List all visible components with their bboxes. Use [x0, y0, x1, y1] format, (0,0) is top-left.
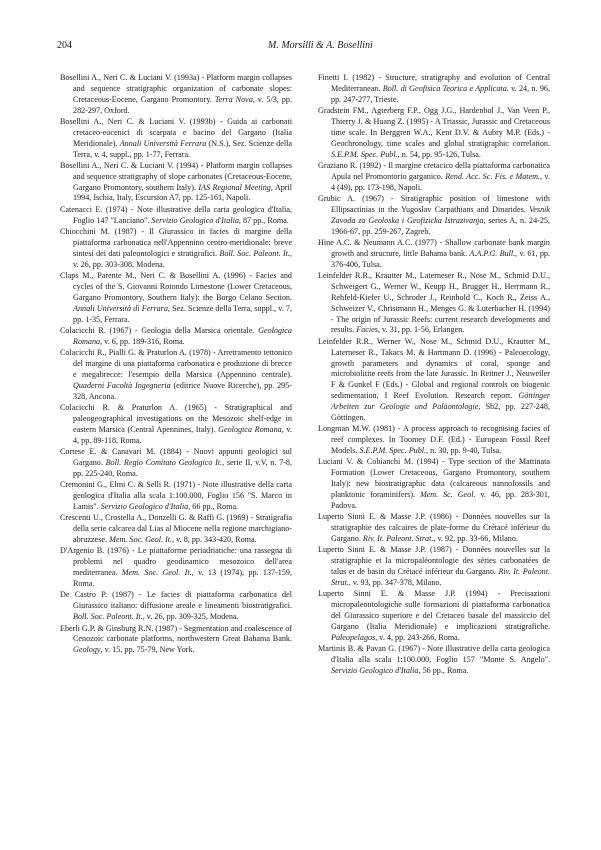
reference-text: Hine A.C. & Neumann A.C. (1977) - Shallow carbonate bank margin growth and structure, little Bahama bank. [318, 238, 550, 258]
reference-publication-details: , v. 92, pp. 33-66, Milano. [433, 533, 518, 543]
reference-publication-details: , v. 4, pp. 243-266, Roma. [375, 632, 460, 642]
reference-text: Luperto Sinni E. & Masse J.P. (1994) - Precisazioni micropaleontologiche sulle formazioni di piattaforma carbonatica del Giurassico superiore e del Cretaceo basale del massiccio del Gargano (Italia Meridionale) e implicazioni stratigrafiche. [318, 589, 550, 631]
reference-entry [318, 457, 550, 511]
reference-source-title: Servizio Geologico d'Italia [100, 501, 189, 511]
reference-entry [318, 545, 550, 588]
reference-publication-details: , v. 4 (49), pp. 173-198, Napoli. [331, 171, 550, 192]
reference-entry [318, 106, 550, 160]
reference-source-title: Boll. Soc. Paleont. It. [219, 248, 290, 258]
reference-text: Claps M., Parente M., Neri C. & Bosellini A. (1996) - Facies and cycles of the S. Giovanni Rotondo Limestone (Lower Cretaceous, Gargano Promontory, Southern Italy): the Borgo Celano Section. [60, 271, 292, 302]
reference-source-title: Riv. It. Paleont. Strat. [362, 533, 434, 543]
reference-publication-details: , 56 pp., Roma. [418, 665, 469, 675]
reference-entry [318, 512, 550, 545]
reference-text: Cortese E. & Canavari M. (1884) - Nuovi appunti geologici sul Gargano. [60, 447, 292, 467]
reference-publication-details: , n. 30, pp. 9-40, Tulsa. [426, 445, 502, 455]
reference-publication-details: , v. 93, pp. 347-378, Milano. [348, 577, 442, 587]
reference-publication-details: , v. 26, pp. 303-308, Modena. [73, 248, 292, 269]
reference-publication-details: , April 1994, Ischia, Italy, Escursion A7, pp. 125-161, Napoli. [73, 182, 293, 203]
reference-publication-details: , v. 15, pp. 75-79, New York. [100, 645, 195, 655]
reference-source-title: Rend. Acc. Sc. Fis. e Matem. [445, 171, 541, 181]
reference-text: Colacicchi R. & Praturlon A. (1965) - Stratigraphical and paleogeographical investigations on the Mesozoic shelf-edge in eastern Marsica (Central Apennines, Italy). [60, 403, 292, 434]
reference-entry [60, 624, 292, 657]
reference-source-title: A.A.P.G. Bull. [469, 248, 516, 258]
reference-text: Cremonini G., Elmi C. & Selli R. (1971) - Note illustrative della carta geologica d'Italia alla scala 1:100.000, Foglio 156 "S. Marco in Lamis". [60, 480, 292, 511]
reference-publication-details: v. 46, pp. 283-301, Padova. [331, 489, 550, 510]
reference-publication-details: , v. 61, pp. 376-406, Tulsa. [331, 248, 550, 269]
reference-text: Longman M.W. (1981) - A process approach to recognising facies of reef complexes. In Toomey D.F. (Ed.) - European Fossil Reef Models. [318, 424, 550, 455]
reference-entry [60, 326, 292, 348]
reference-entry [318, 271, 550, 336]
references-left-column [60, 73, 292, 657]
reference-source-title: S.E.P.M. Spec. Publ. [331, 149, 398, 159]
reference-text: Colacicchi R., Pialli G. & Praturlon A. (1978) - Arretramento tettonico del margine di una piattaforma carbonatica e produzione di brecce e megabrecce: l'esempio della Marsica (Appennino centrale). [60, 348, 292, 379]
reference-entry [318, 644, 550, 677]
reference-source-title: Annali Università di Ferrara [73, 303, 168, 313]
reference-publication-details: , Sez. Scienze della Terra, suppl., v. 7, pp. 1-35, Ferrara. [73, 303, 292, 324]
reference-source-title: Facies [356, 325, 378, 335]
reference-entry [318, 194, 550, 237]
reference-publication-details: , v. 8, pp. 343-420, Roma. [172, 534, 257, 544]
reference-source-title: Mem. Soc. Geol. It. [109, 534, 173, 544]
reference-publication-details: , v. 5/3, pp. 282-297, Oxford. [73, 94, 293, 115]
reference-entry [60, 480, 292, 513]
reference-entry [318, 161, 550, 194]
reference-text: Eberli G.P. & Ginsburg R.N. (1987) - Segmentation and coalescence of Cenozoic carbonate platforms, northwestern Great Bahama Bank. [60, 623, 292, 644]
reference-text: Grubic A. (1967) - Stratigraphic position of limestone with Ellipsactinias in the Yugoslav Carpathians and Dinarides. [318, 194, 550, 214]
reference-text: Leinfelder R.R., Werner W., Nose M., Schmid D.U., Krautter M., Laterneser R., Takacs M. & Hartmann D. (1996) - Paleoecology, growth parameters and dynamics of coral, sponge and microbiolitite reefs from the late Jurassic. In Reitner J., Neuweiler F & Gunkel F (Eds.) - Global and regional controls on biogenic sedimentation, I Reef Evolution. Research report. [318, 336, 550, 401]
reference-text: Chiocchini M. (1987) - Il Giurassico in facies di margine della piattaforma carbonatica nell'Appennino centro-meridionale: breve sintesi dei dati paleontologici e stratigrafici. [60, 227, 292, 258]
reference-source-title: Geology [73, 645, 101, 655]
reference-entry [60, 73, 292, 116]
reference-publication-details: , v. 13 (1974), pp. 137-159, Roma. [73, 568, 293, 588]
reference-text: Colacicchi R. (1967) - Geologia della Marsica orientale. [60, 325, 259, 335]
reference-text: Leinfelder R.R., Krautter M., Laterneser R., Nose M., Schmid D.U., Schweigert G., Werner W., Keupp H., Brugger H., Herrmann R., Rehfeld-Kiefer U., Schroder J., Reinhold C., Koch R., Zeiss A., Schweizer V., Christmann H., Menges G. & Luterbacher H. (1994) - The origin of Jurassic Reefs: current research developments and results. [318, 271, 550, 335]
reference-text: Gradstein FM., Agterberg F.P., Ogg J.G., Hardenbol J., Van Veen P., Thierry J. & Huang Z. (1995) - A Triassic, Jurassic and Cretaceous time scale. In Berggren W.A., Kent D.V. & Aubry M.P. (Eds.) - Geochronology, time scales and global stratigraphic correlation. [318, 106, 550, 148]
reference-source-title: Mem. Soc. Geol. It. [121, 568, 192, 578]
reference-entry [60, 117, 292, 160]
reference-source-title: IAS Regional Meeting [198, 182, 271, 192]
reference-entry [318, 73, 550, 106]
reference-publication-details: (editrice Nuove Ricerche), pp. 295-328, Ancona. [73, 380, 292, 401]
reference-text: Bosellini A., Neri C. & Luciani V. (1993b) - Guida ai carbonati cretaceo-eocenici di scarpata e bacino del Gargano (Italia Meridionale). [60, 116, 292, 148]
reference-publication-details: , n. 54, pp. 95-126, Tulsa. [397, 149, 481, 159]
reference-source-title: Riv. It. Paleont. Strat. [331, 566, 550, 587]
reference-text: D'Argenio B. (1976) - Le piattaforme periadriatiche: una rassegna di problemi nel quadro geodinamico mesozoico dell'area mediterranea. [60, 546, 292, 578]
reference-publication-details: , serie II, v.V, n. 7-8, pp. 225-240, Roma. [73, 457, 292, 478]
reference-source-title: Servizio Geologico d'Italia [151, 215, 239, 225]
reference-text: Luciani V. & Cobianchi M. (1994) - Type section of the Mattinata Formation (Lower Cretaceous, Gargano Promontory, southern Italy): new biostratigraphic data (calcareous nannofossils and planktonic foraminifers). [318, 457, 550, 499]
page-number: 204 [57, 40, 72, 51]
reference-entry [60, 348, 292, 402]
reference-text: Bosellini A., Neri C. & Luciani V. (1994) - Platform margin collapses and sequence stratigraphy of slope carbonates (Cretaceous-Eocene, Gargano Promontory, southern Italy). [60, 160, 292, 192]
running-header: M. Morsilli & A. Bosellini [268, 40, 373, 51]
reference-source-title: Geologica Romana [218, 424, 282, 434]
reference-publication-details: , v. 6, pp. 189-316, Roma. [100, 336, 185, 346]
reference-text: De Castro P. (1987) - Le facies di piattaforma carbonatica del Giurassico italiano: diffusione areale e lineamenti biostratigrafici. [60, 590, 292, 611]
reference-publication-details: , 66 pp., Roma. [188, 501, 239, 511]
reference-entry [60, 271, 292, 325]
reference-source-title: Boll. di Geofisica Teorica e Applicata [382, 83, 507, 93]
reference-source-title: Boll. Regio Comitato Geologico It. [105, 457, 223, 467]
reference-publication-details: , v. 26, pp. 309-325, Modena. [142, 612, 239, 622]
reference-text: Martinis B. & Pavan G. (1967) - Note illustrative della carta geologica d'Italia alla scala 1:100.000, Foglio 157 "Monte S. Angelo". [318, 644, 550, 664]
reference-entry [318, 238, 550, 271]
reference-text: Luperto Sinni E. & Masse J.P. (1987) - Données nouvelles sur la stratigraphie et la micropaléontologie des séries carbonatées de talus et de basin du Crétacé inférieur du Gargano. [318, 545, 550, 576]
reference-entry [60, 161, 292, 204]
reference-source-title: Mem. Sc. Geol. [419, 489, 476, 499]
reference-source-title: Annali Università Ferrara [119, 138, 207, 148]
reference-text: Graziano R. (1992) - Il margine cretacico della piattaforma carbonatica Apula nel Promontorio garganico. [318, 160, 550, 181]
reference-publication-details: , series A, n. 24-25, 1966-67, pp. 259-267, Zagreb. [331, 215, 551, 236]
reference-entry [60, 546, 292, 589]
reference-publication-details: , v. 4, pp. 89-118, Roma. [73, 424, 292, 445]
reference-entry [60, 513, 292, 546]
reference-source-title: Servizio Geologico d'Italia [331, 665, 419, 675]
reference-source-title: S.E.P.M. Spec. Publ. [359, 445, 427, 455]
reference-source-title: Göttinger Arbeiten zur Geologie und Paläontologie [331, 391, 550, 411]
reference-text: Finetti I. (1982) - Structure, stratigraphy and evolution of Central Mediterranean. [318, 73, 550, 93]
reference-publication-details: , 87 pp., Roma. [238, 215, 289, 225]
reference-source-title: Vesnik Zavoda za Geoloska i Geofizicka Istrazivanja [331, 204, 550, 225]
reference-entry [60, 447, 292, 480]
reference-publication-details: (N.S.), Sez. Scienze della Terra, v. 4, suppl., pp. 1-77, Ferrara. [73, 138, 292, 159]
reference-source-title: Paleopelagos [331, 632, 376, 642]
reference-source-title: Geologica Romana [73, 325, 292, 346]
reference-publication-details: . v. 24, n. 96, pp. 247-277, Trieste. [331, 83, 550, 104]
reference-entry [60, 590, 292, 623]
reference-entry [318, 589, 550, 643]
reference-text: Bosellini A., Neri C. & Luciani V. (1993a) - Platform margin collapses and sequence stratigraphic organization of carbonate slopes: Cretaceous-Eocene, Gargano Promontory. [60, 73, 292, 104]
reference-entry [60, 403, 292, 446]
reference-publication-details: , v. 31, pp. 1-56, Erlangen. [377, 325, 465, 335]
reference-source-title: Quaderni Facoltà Ingegneria [73, 380, 171, 390]
reference-text: Crescenti U., Crostella A., Donzelli G. & Raffi G. (1969) - Stratigrafia della serie calcarea dal Lias al Miocene nella regione marchigiano-abruzzese. [60, 513, 292, 544]
reference-entry [60, 227, 292, 270]
reference-source-title: Terra Nova [214, 94, 253, 104]
reference-source-title: Boll. Soc. Paleont. It. [73, 612, 143, 622]
reference-publication-details: , Sb2, pp. 227-248, Göttingen. [331, 401, 550, 422]
reference-entry [60, 205, 292, 227]
reference-entry [318, 424, 550, 457]
reference-entry [318, 337, 550, 424]
references-right-column [318, 73, 550, 677]
reference-text: Luperto Sinni E. & Masse J.P. (1986) - Données nouvelles sur la stratigraphie des calcaires de plate-forme du Crétacé inférieur du Gargano. [318, 512, 550, 543]
reference-text: Catenacci E. (1974) - Note illustrative della carta geologica d'Italia, Foglio 147 "Lanciano". [60, 204, 292, 225]
